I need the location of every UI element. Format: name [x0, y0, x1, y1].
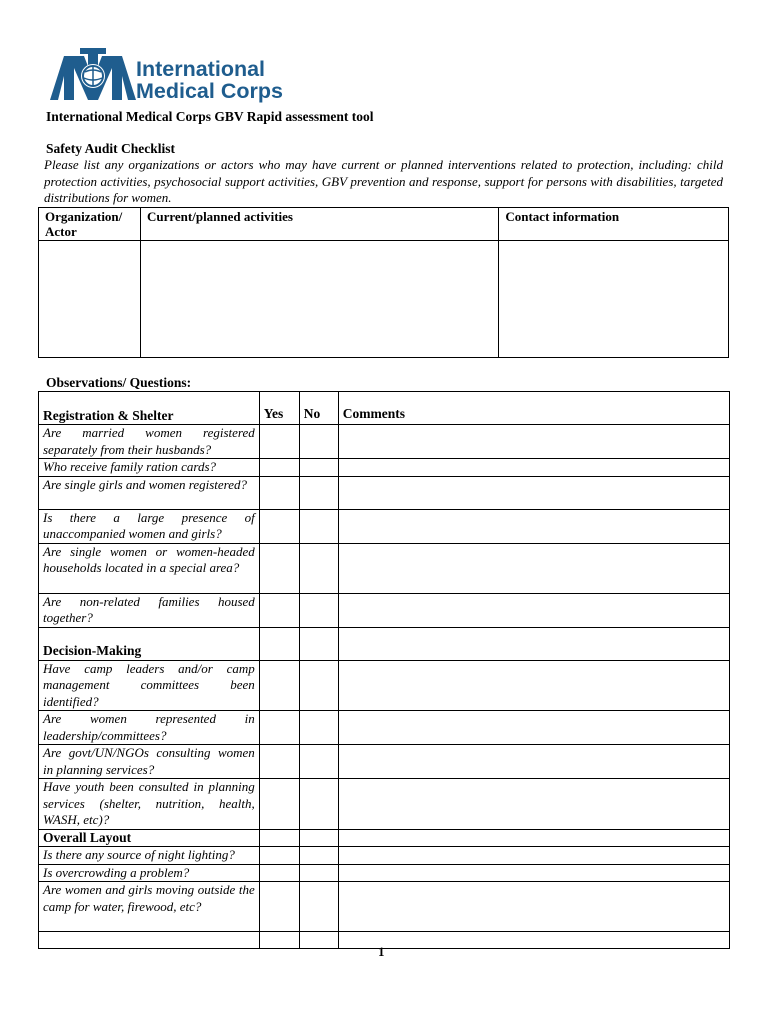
question-text: Is overcrowding a problem?	[39, 864, 260, 882]
section-row	[39, 829, 730, 847]
comments-cell[interactable]	[338, 627, 729, 660]
question-row	[39, 543, 730, 593]
section-title-cell: Registration & Shelter	[39, 392, 260, 425]
yes-cell[interactable]	[259, 627, 299, 660]
yes-cell[interactable]	[259, 711, 299, 745]
no-cell[interactable]	[299, 459, 338, 477]
comments-cell[interactable]	[338, 779, 729, 830]
section-row	[39, 627, 730, 660]
blank-cell[interactable]	[259, 932, 299, 949]
comments-cell[interactable]	[338, 660, 729, 711]
question-row	[39, 745, 730, 779]
comments-cell[interactable]	[338, 459, 729, 477]
header-contact: Contact information	[499, 208, 729, 241]
no-cell[interactable]	[299, 711, 338, 745]
question-text: Is there any source of night lighting?	[39, 847, 260, 865]
question-text: Are single girls and women registered?	[39, 476, 260, 509]
question-row	[39, 882, 730, 932]
logo-line-2: Medical Corps	[136, 79, 283, 103]
question-row	[39, 711, 730, 745]
yes-cell[interactable]	[259, 745, 299, 779]
logo-line-1: International	[136, 57, 266, 81]
section-title-cell: Decision-Making	[39, 627, 260, 660]
yes-cell[interactable]	[259, 425, 299, 459]
no-cell[interactable]	[299, 476, 338, 509]
question-text: Are non-related families housed together?	[39, 593, 260, 627]
comments-cell[interactable]	[338, 476, 729, 509]
header-yes: Yes	[259, 392, 299, 425]
contact-cell[interactable]	[499, 241, 729, 358]
section-title: Safety Audit Checklist	[46, 141, 176, 156]
question-row	[39, 509, 730, 543]
header-organization: Organization/ Actor	[39, 208, 141, 241]
question-text: Are women and girls moving outside the camp for water, firewood, etc?	[39, 882, 260, 932]
comments-cell[interactable]	[338, 425, 729, 459]
document-title: International Medical Corps GBV Rapid assessment tool	[46, 109, 374, 124]
actors-table	[38, 207, 729, 358]
question-text: Is there a large presence of unaccompanied women and girls?	[39, 509, 260, 543]
comments-cell[interactable]	[338, 745, 729, 779]
logo-wordmark	[136, 58, 283, 102]
yes-cell[interactable]	[259, 660, 299, 711]
no-cell[interactable]	[299, 660, 338, 711]
page-number: 1	[378, 944, 385, 959]
comments-cell[interactable]	[338, 711, 729, 745]
question-row	[39, 779, 730, 830]
yes-cell[interactable]	[259, 593, 299, 627]
question-text: Are govt/UN/NGOs consulting women in planning services?	[39, 745, 260, 779]
observations-label: Observations/ Questions:	[46, 375, 192, 390]
blank-cell[interactable]	[39, 932, 260, 949]
question-row	[39, 864, 730, 882]
comments-cell[interactable]	[338, 864, 729, 882]
no-cell[interactable]	[299, 627, 338, 660]
comments-cell[interactable]	[338, 847, 729, 865]
no-cell[interactable]	[299, 593, 338, 627]
comments-cell[interactable]	[338, 593, 729, 627]
section-title-cell: Overall Layout	[39, 829, 260, 847]
question-text: Are single women or women-headed households located in a special area?	[39, 543, 260, 593]
section-row	[39, 392, 730, 425]
no-cell[interactable]	[299, 509, 338, 543]
comments-cell[interactable]	[338, 882, 729, 932]
activities-cell[interactable]	[140, 241, 498, 358]
no-cell[interactable]	[299, 543, 338, 593]
no-cell[interactable]	[299, 829, 338, 847]
blank-cell[interactable]	[338, 932, 729, 949]
header-comments: Comments	[338, 392, 729, 425]
actors-header-row	[39, 208, 729, 241]
comments-cell[interactable]	[338, 509, 729, 543]
header-no: No	[299, 392, 338, 425]
question-row	[39, 425, 730, 459]
question-text: Are women represented in leadership/committees?	[39, 711, 260, 745]
no-cell[interactable]	[299, 745, 338, 779]
organization-cell[interactable]	[39, 241, 141, 358]
no-cell[interactable]	[299, 425, 338, 459]
yes-cell[interactable]	[259, 779, 299, 830]
question-row	[39, 593, 730, 627]
header-activities: Current/planned activities	[140, 208, 498, 241]
question-row	[39, 847, 730, 865]
yes-cell[interactable]	[259, 829, 299, 847]
question-row	[39, 476, 730, 509]
question-text: Have camp leaders and/or camp management committees been identified?	[39, 660, 260, 711]
yes-cell[interactable]	[259, 882, 299, 932]
question-row	[39, 660, 730, 711]
yes-cell[interactable]	[259, 847, 299, 865]
question-text: Are married women registered separately from their husbands?	[39, 425, 260, 459]
no-cell[interactable]	[299, 882, 338, 932]
question-row	[39, 459, 730, 477]
intro-paragraph: Please list any organizations or actors who may have current or planned interventions related to protection, including: child protection activities, psychosocial support activities, GBV prevention and response, support for persons with disabilities, targeted distributions for women.	[44, 157, 723, 205]
no-cell[interactable]	[299, 779, 338, 830]
yes-cell[interactable]	[259, 459, 299, 477]
checklist-table	[38, 391, 730, 949]
actors-entry-row	[39, 241, 729, 358]
comments-cell[interactable]	[338, 829, 729, 847]
blank-cell[interactable]	[299, 932, 338, 949]
question-text: Who receive family ration cards?	[39, 459, 260, 477]
no-cell[interactable]	[299, 864, 338, 882]
comments-cell[interactable]	[338, 543, 729, 593]
yes-cell[interactable]	[259, 543, 299, 593]
yes-cell[interactable]	[259, 476, 299, 509]
yes-cell[interactable]	[259, 509, 299, 543]
no-cell[interactable]	[299, 847, 338, 865]
yes-cell[interactable]	[259, 864, 299, 882]
question-text: Have youth been consulted in planning services (shelter, nutrition, health, WASH, etc)?	[39, 779, 260, 830]
